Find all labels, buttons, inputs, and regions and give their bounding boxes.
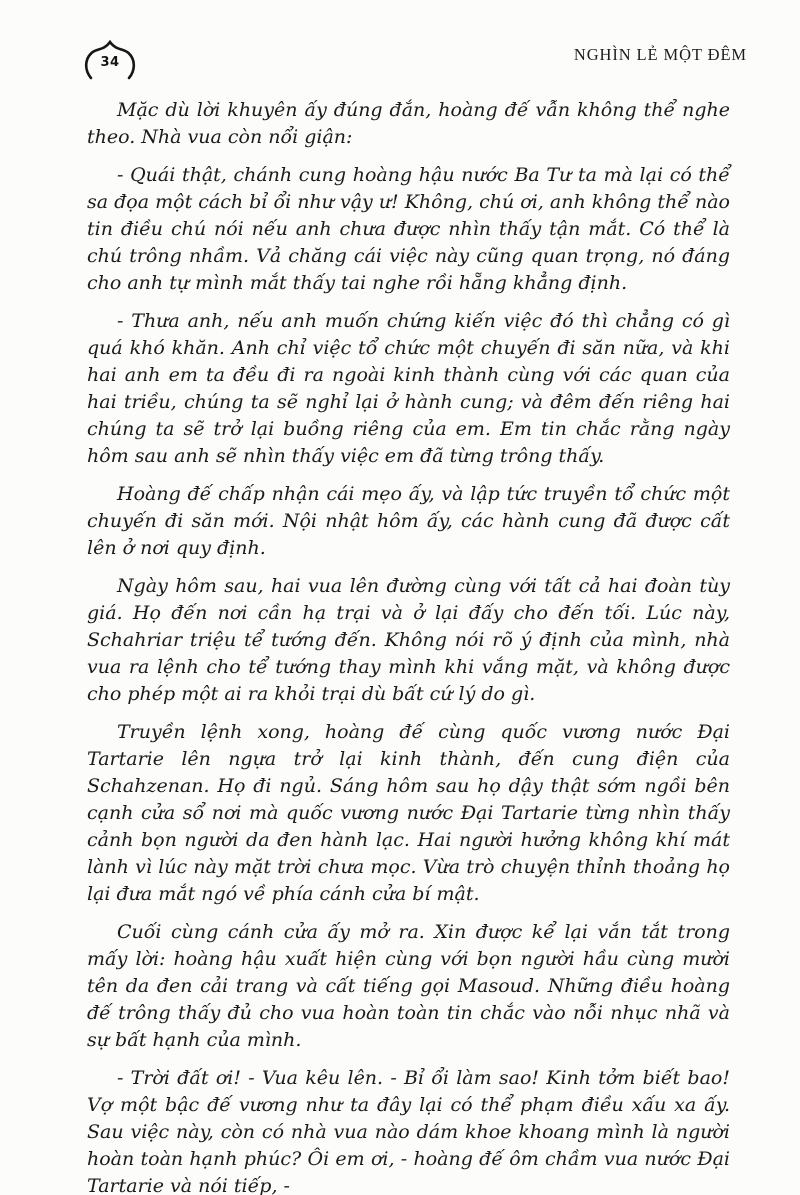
paragraph-2: - Quái thật, chánh cung hoàng hậu nước Ba Tư ta mà lại có thể sa đọa một cách bỉ ổi như vậy ư! Không, chú ơi, anh không thể nào tin điều chú nói nếu anh chưa được nhìn thấy tận mắt. Có thể là chú trông nhầm. Vả chăng cái việc này cũng quan trọng, nó đáng cho anh tự mình mắt thấy tai nghe rồi hẵng khẳng định.: [87, 164, 730, 294]
page-number-ornament: [84, 40, 136, 80]
paragraph-7: Cuối cùng cánh cửa ấy mở ra. Xin được kể lại vắn tắt trong mấy lời: hoàng hậu xuất hiện cùng với bọn người hầu cùng mười tên da đen cải trang và cất tiếng gọi Masoud. Những điều hoàng đế trông thấy đủ cho vua hoàn toàn tin chắc vào nỗi nhục nhã và sự bất hạnh của mình.: [87, 921, 730, 1051]
running-header-title: NGHÌN LẺ MỘT ĐÊM: [573, 45, 747, 64]
page-number: 34: [100, 55, 120, 70]
paragraph-3: - Thưa anh, nếu anh muốn chứng kiến việc đó thì chẳng có gì quá khó khăn. Anh chỉ việc tổ chức một chuyến đi săn nữa, và khi hai anh em ta đều đi ra ngoài kinh thành cùng với các quan của hai triều, chúng ta sẽ nghỉ lại ở hành cung; và đêm đến riêng hai chúng ta sẽ trở lại buồng riêng của em. Em tin chắc rằng ngày hôm sau anh sẽ nhìn thấy việc em đã từng trông thấy.: [87, 310, 730, 467]
paragraph-5: Ngày hôm sau, hai vua lên đường cùng với tất cả hai đoàn tùy giá. Họ đến nơi cần hạ trại và ở lại đấy cho đến tối. Lúc này, Schahriar triệu tể tướng đến. Không nói rõ ý định của mình, nhà vua ra lệnh cho tể tướng thay mình khi vắng mặt, và không được cho phép một ai ra khỏi trại dù bất cứ lý do gì.: [87, 575, 730, 705]
paragraph-6: Truyền lệnh xong, hoàng đế cùng quốc vương nước Đại Tartarie lên ngựa trở lại kinh thành, đến cung điện của Schahzenan. Họ đi ngủ. Sáng hôm sau họ dậy thật sớm ngồi bên cạnh cửa sổ nơi mà quốc vương nước Đại Tartarie từng nhìn thấy cảnh bọn người da đen hành lạc. Hai người hưởng không khí mát lành vì lúc này mặt trời chưa mọc. Vừa trò chuyện thỉnh thoảng họ lại đưa mắt ngó về phía cánh cửa bí mật.: [87, 721, 730, 905]
paragraph-1: Mặc dù lời khuyên ấy đúng đắn, hoàng đế vẫn không thể nghe theo. Nhà vua còn nổi giận:: [87, 99, 730, 148]
paragraph-8: - Trời đất ơi! - Vua kêu lên. - Bỉ ổi làm sao! Kinh tởm biết bao! Vợ một bậc đế vương như ta đây lại có thể phạm điều xấu xa ấy. Sau việc này, còn có nhà vua nào dám khoe khoang mình là người hoàn toàn hạnh phúc? Ôi em ơi, - hoàng đế ôm chầm vua nước Đại Tartarie và nói tiếp, -: [87, 1067, 730, 1195]
paragraph-4: Hoàng đế chấp nhận cái mẹo ấy, và lập tức truyền tổ chức một chuyến đi săn mới. Nội nhật hôm ấy, các hành cung đã được cất lên ở nơi quy định.: [87, 483, 730, 559]
